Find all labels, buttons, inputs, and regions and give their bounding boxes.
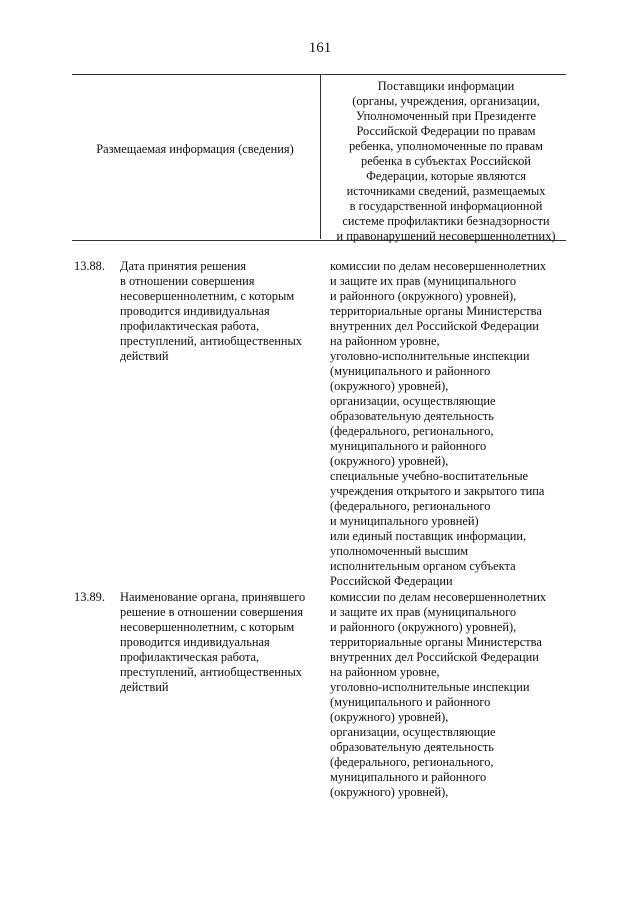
column-header-providers-line: системе профилактики безнадзорности <box>342 214 550 228</box>
column-header-providers-line: Уполномоченный при Президенте <box>355 109 537 123</box>
row-provider-line: или единый поставщик информации, <box>330 529 527 543</box>
row-number: 13.88. <box>74 259 105 273</box>
row-provider-line: и районного (окружного) уровней), <box>330 620 517 634</box>
row-provider-line: территориальные органы Министерства <box>330 304 542 318</box>
column-header-providers-line: источниками сведений, размещаемых <box>346 184 546 198</box>
row-provider-line: (федерального, регионального, <box>330 755 494 769</box>
row-provider-line: и защите их прав (муниципального <box>330 274 517 288</box>
row-description-line: действий <box>120 680 169 694</box>
row-description-line: проводится индивидуальная <box>120 635 270 649</box>
row-description-line: несовершеннолетним, с которым <box>120 289 295 303</box>
page-number: 161 <box>308 40 332 56</box>
row-description-line: в отношении совершения <box>120 274 255 288</box>
column-header-providers-line: (органы, учреждения, организации, <box>352 94 540 108</box>
row-provider-line: и защите их прав (муниципального <box>330 605 517 619</box>
row-provider-line: (муниципального и районного <box>330 364 491 378</box>
row-description-line: действий <box>120 349 169 363</box>
row-provider-line: муниципального и районного <box>330 770 487 784</box>
row-provider-line: уголовно-исполнительные инспекции <box>330 349 530 363</box>
row-provider-line: учреждения открытого и закрытого типа <box>330 484 545 498</box>
row-description-line: преступлений, антиобщественных <box>120 665 302 679</box>
row-description-line: профилактическая работа, <box>120 319 260 333</box>
row-description-line: несовершеннолетним, с которым <box>120 620 295 634</box>
row-provider-line: (федерального, регионального, <box>330 424 494 438</box>
column-header-providers-line: ребенка, уполномоченные по правам <box>348 139 544 153</box>
row-provider-line: уполномоченный высшим <box>330 544 469 558</box>
row-providers <box>330 259 574 589</box>
row-description-line: преступлений, антиобщественных <box>120 334 302 348</box>
row-provider-line: комиссии по делам несовершеннолетних <box>330 259 547 273</box>
row-provider-line: Российской Федерации <box>330 574 453 588</box>
row-provider-line: исполнительным органом субъекта <box>330 559 516 573</box>
row-provider-line: организации, осуществляющие <box>330 394 496 408</box>
row-provider-line: образовательную деятельность <box>330 740 494 754</box>
row-provider-line: (окружного) уровней), <box>330 785 449 799</box>
row-provider-line: на районном уровне, <box>330 665 440 679</box>
row-provider-line: внутренних дел Российской Федерации <box>330 319 539 333</box>
row-description-line: Дата принятия решения <box>120 259 247 273</box>
row-provider-line: (окружного) уровней), <box>330 454 449 468</box>
row-description-line: проводится индивидуальная <box>120 304 270 318</box>
column-header-information: Размещаемая информация (сведения) <box>96 142 294 156</box>
row-provider-line: (окружного) уровней), <box>330 710 449 724</box>
row-providers <box>330 590 574 800</box>
table-top-rule <box>72 74 566 75</box>
row-description <box>120 590 320 695</box>
row-provider-line: уголовно-исполнительные инспекции <box>330 680 530 694</box>
column-header-providers-line: и правонарушений несовершеннолетних) <box>336 229 556 243</box>
row-description-line: профилактическая работа, <box>120 650 260 664</box>
column-header-providers-line: Поставщики информации <box>377 79 515 93</box>
column-header-providers-line: ребенка в субъектах Российской <box>361 154 531 168</box>
row-provider-line: и районного (окружного) уровней), <box>330 289 517 303</box>
row-number: 13.89. <box>74 590 105 604</box>
row-provider-line: специальные учебно-воспитательные <box>330 469 529 483</box>
row-provider-line: и муниципального уровней) <box>330 514 479 528</box>
column-header-providers-line: Федерации, которые являются <box>366 169 526 183</box>
row-provider-line: организации, осуществляющие <box>330 725 496 739</box>
row-provider-line: комиссии по делам несовершеннолетних <box>330 590 547 604</box>
row-provider-line: на районном уровне, <box>330 334 440 348</box>
row-provider-line: образовательную деятельность <box>330 409 494 423</box>
row-description-line: Наименование органа, принявшего <box>120 590 306 604</box>
column-header-providers-line: Российской Федерации по правам <box>356 124 536 138</box>
column-header-providers-line: в государственной информационной <box>349 199 543 213</box>
row-provider-line: территориальные органы Министерства <box>330 635 542 649</box>
row-provider-line: муниципального и районного <box>330 439 487 453</box>
row-description-line: решение в отношении совершения <box>120 605 304 619</box>
column-header-providers <box>326 79 566 244</box>
row-description <box>120 259 320 364</box>
row-provider-line: внутренних дел Российской Федерации <box>330 650 539 664</box>
header-column-divider <box>320 74 321 239</box>
row-provider-line: (окружного) уровней), <box>330 379 449 393</box>
row-provider-line: (муниципального и районного <box>330 695 491 709</box>
row-provider-line: (федерального, регионального <box>330 499 491 513</box>
